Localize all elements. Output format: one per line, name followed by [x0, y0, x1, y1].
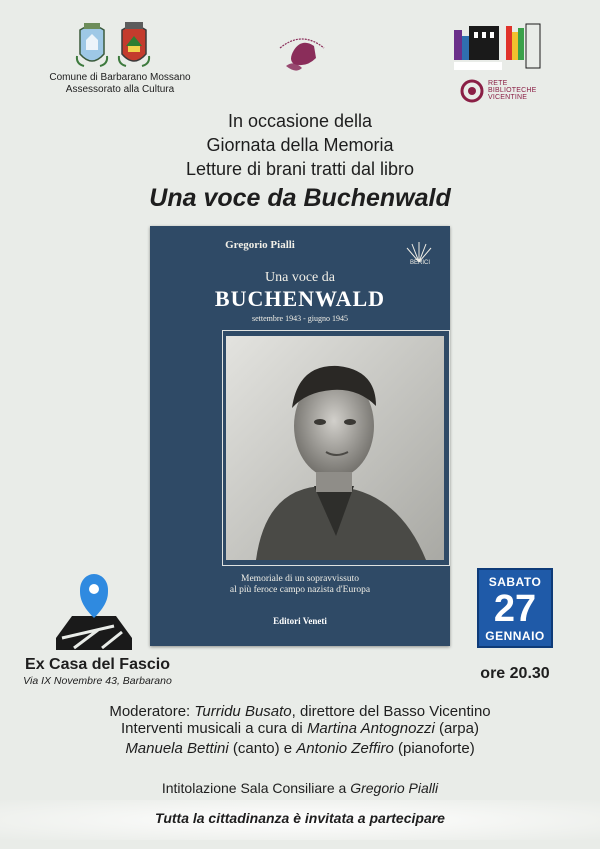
comune-label — [40, 72, 200, 96]
moderator-name: Turridu Busato — [194, 703, 292, 720]
intro-text — [0, 109, 600, 181]
biblioteca-logo-icon — [452, 22, 544, 72]
map-pin-icon — [52, 572, 136, 652]
event-title: Una voce da Buchenwald — [149, 184, 451, 212]
date-number: 27 — [493, 588, 537, 630]
book-cover — [150, 226, 450, 646]
book-memo-line2: al più feroce campo nazista d'Europa — [229, 585, 371, 595]
comune-name: Comune di Barbarano Mossano — [49, 72, 191, 83]
author-portrait — [226, 336, 444, 560]
music-label: Interventi musicali a cura di — [121, 720, 307, 737]
date-badge — [477, 568, 553, 648]
instrument-3: (pianoforte) — [393, 740, 475, 757]
rete-line2: BIBLIOTECHE — [488, 87, 537, 94]
comune-office: Assessorato alla Cultura — [65, 84, 175, 95]
music-line — [0, 719, 600, 739]
rete-line1: RETE — [488, 80, 508, 87]
dedication-label: Intitolazione Sala Consiliare a — [161, 780, 351, 796]
rete-label — [488, 80, 537, 101]
intro-line2: Giornata della Memoria — [206, 135, 394, 155]
publisher-logo-text: BERICI — [409, 260, 430, 266]
comune-crest-icon — [74, 20, 110, 70]
location-name: Ex Casa del Fascio — [25, 656, 170, 673]
musician-1: Martina Antognozzi — [306, 720, 435, 737]
book-memo-line1: Memoriale di un sopravvissuto — [241, 574, 359, 584]
invitation-text: Tutta la cittadinanza è invitata a partecipare — [155, 810, 445, 826]
instrument-1: (arpa) — [434, 720, 479, 737]
book-publisher: Editori Veneti — [273, 616, 327, 626]
book-memo — [150, 574, 450, 596]
date-weekday: SABATO — [488, 575, 542, 589]
location-address: Via IX Novembre 43, Barbarano — [23, 675, 172, 687]
event-time: ore 20.30 — [480, 665, 550, 682]
dedication-name: Gregorio Pialli — [350, 780, 439, 796]
dedication-line — [0, 778, 600, 798]
book-title: BUCHENWALD — [214, 286, 386, 311]
intro-line1: In occasione della — [227, 111, 373, 131]
portrait-image — [226, 336, 444, 560]
instrument-2: (canto) e — [228, 740, 297, 757]
musician-3: Antonio Zeffiro — [296, 740, 394, 757]
music-line-2 — [0, 739, 600, 759]
rete-line3: VICENTINE — [488, 94, 528, 101]
musician-2: Manuela Bettini — [125, 740, 229, 757]
date-month: GENNAIO — [485, 629, 545, 643]
intro-line3: Letture di brani tratti dal libro — [185, 159, 415, 179]
book-dates: settembre 1943 - giugno 1945 — [252, 314, 348, 323]
moderator-label: Moderatore: — [109, 703, 195, 720]
book-subtitle: Una voce da — [265, 270, 335, 285]
mossano-crest-icon — [116, 20, 152, 70]
moderator-role: , direttore del Basso Vicentino — [291, 703, 491, 720]
book-author: Gregorio Pialli — [225, 239, 295, 251]
villa-logo-icon — [272, 22, 332, 78]
